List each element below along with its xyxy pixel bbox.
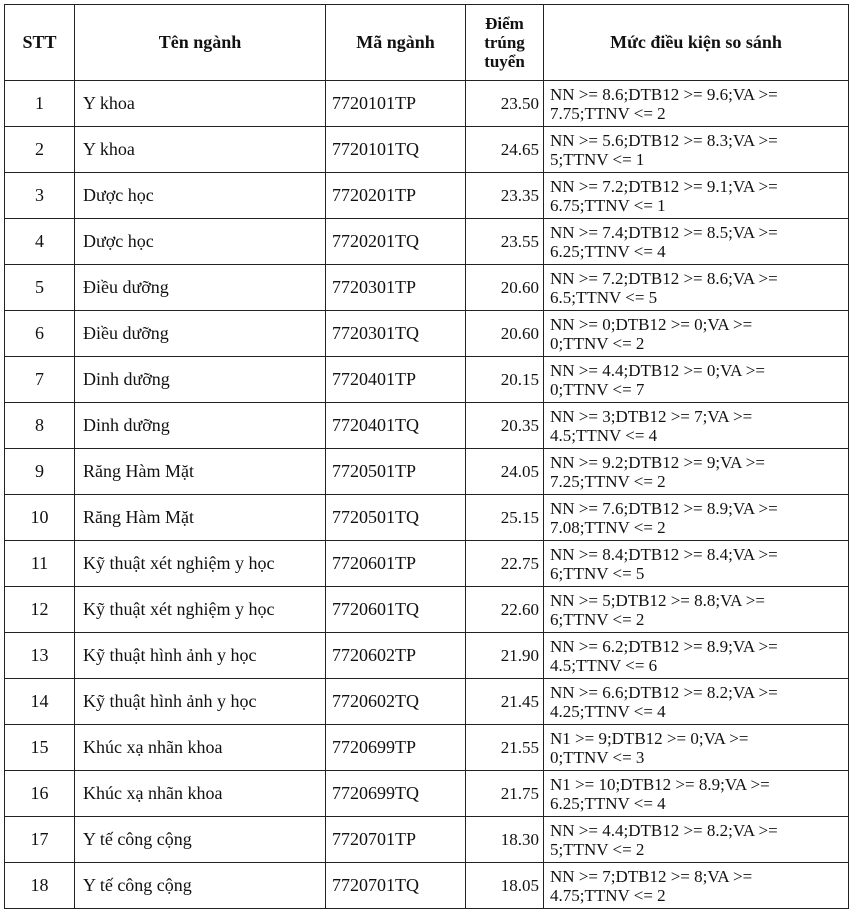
cell-score: 21.90 <box>466 633 544 679</box>
cell-stt: 18 <box>5 863 75 909</box>
admission-scores-table <box>4 4 849 909</box>
condition-line: 0;TTNV <= 2 <box>550 333 645 353</box>
cell-score: 24.65 <box>466 127 544 173</box>
table-row <box>5 817 849 863</box>
table-row <box>5 219 849 265</box>
condition-line: N1 >= 10;DTB12 >= 8.9;VA >= <box>550 774 770 794</box>
condition-line: NN >= 6.2;DTB12 >= 8.9;VA >= <box>550 636 778 656</box>
cell-score: 21.75 <box>466 771 544 817</box>
cell-name: Răng Hàm Mặt <box>75 449 326 495</box>
cell-score: 18.05 <box>466 863 544 909</box>
header-code: Mã ngành <box>326 5 466 81</box>
condition-line: NN >= 7.2;DTB12 >= 9.1;VA >= <box>550 176 778 196</box>
condition-line: 6.25;TTNV <= 4 <box>550 793 666 813</box>
condition-line: 6.75;TTNV <= 1 <box>550 195 666 215</box>
condition-line: NN >= 7.2;DTB12 >= 8.6;VA >= <box>550 268 778 288</box>
cell-condition <box>544 817 849 863</box>
cell-condition <box>544 173 849 219</box>
cell-name: Dược học <box>75 173 326 219</box>
header-row <box>5 5 849 81</box>
table-row <box>5 311 849 357</box>
table-row <box>5 357 849 403</box>
condition-line: 5;TTNV <= 2 <box>550 839 645 859</box>
cell-stt: 1 <box>5 81 75 127</box>
cell-stt: 2 <box>5 127 75 173</box>
condition-line: 6.25;TTNV <= 4 <box>550 241 666 261</box>
cell-name: Y khoa <box>75 81 326 127</box>
cell-code: 7720602TP <box>326 633 466 679</box>
table-body <box>5 81 849 909</box>
table-row <box>5 633 849 679</box>
cell-code: 7720301TQ <box>326 311 466 357</box>
header-name: Tên ngành <box>75 5 326 81</box>
cell-condition <box>544 449 849 495</box>
cell-stt: 4 <box>5 219 75 265</box>
cell-condition <box>544 403 849 449</box>
cell-score: 21.55 <box>466 725 544 771</box>
condition-line: NN >= 7;DTB12 >= 8;VA >= <box>550 866 753 886</box>
cell-name: Kỹ thuật xét nghiệm y học <box>75 541 326 587</box>
header-stt: STT <box>5 5 75 81</box>
condition-line: 6;TTNV <= 5 <box>550 563 645 583</box>
condition-line: N1 >= 9;DTB12 >= 0;VA >= <box>550 728 749 748</box>
cell-code: 7720101TQ <box>326 127 466 173</box>
cell-condition <box>544 587 849 633</box>
condition-line: NN >= 3;DTB12 >= 7;VA >= <box>550 406 753 426</box>
header-score-line: tuyển <box>484 52 525 71</box>
cell-stt: 10 <box>5 495 75 541</box>
condition-line: 7.75;TTNV <= 2 <box>550 103 666 123</box>
table-row <box>5 725 849 771</box>
condition-line: NN >= 6.6;DTB12 >= 8.2;VA >= <box>550 682 778 702</box>
cell-stt: 12 <box>5 587 75 633</box>
cell-condition <box>544 679 849 725</box>
cell-code: 7720699TP <box>326 725 466 771</box>
cell-score: 22.60 <box>466 587 544 633</box>
cell-name: Khúc xạ nhãn khoa <box>75 771 326 817</box>
cell-score: 25.15 <box>466 495 544 541</box>
condition-line: NN >= 9.2;DTB12 >= 9;VA >= <box>550 452 765 472</box>
condition-line: NN >= 5.6;DTB12 >= 8.3;VA >= <box>550 130 778 150</box>
cell-score: 20.60 <box>466 265 544 311</box>
cell-name: Răng Hàm Mặt <box>75 495 326 541</box>
header-condition: Mức điều kiện so sánh <box>544 5 849 81</box>
cell-score: 24.05 <box>466 449 544 495</box>
condition-line: 4.5;TTNV <= 4 <box>550 425 658 445</box>
condition-line: 0;TTNV <= 7 <box>550 379 645 399</box>
cell-stt: 13 <box>5 633 75 679</box>
header-score-line: Điểm <box>485 14 524 33</box>
cell-stt: 16 <box>5 771 75 817</box>
condition-line: NN >= 8.6;DTB12 >= 9.6;VA >= <box>550 84 778 104</box>
table-row <box>5 265 849 311</box>
cell-stt: 6 <box>5 311 75 357</box>
cell-name: Dinh dưỡng <box>75 357 326 403</box>
cell-name: Dinh dưỡng <box>75 403 326 449</box>
cell-stt: 17 <box>5 817 75 863</box>
cell-code: 7720201TQ <box>326 219 466 265</box>
cell-score: 20.35 <box>466 403 544 449</box>
cell-stt: 7 <box>5 357 75 403</box>
table-row <box>5 771 849 817</box>
cell-name: Kỹ thuật hình ảnh y học <box>75 679 326 725</box>
condition-line: 6;TTNV <= 2 <box>550 609 645 629</box>
cell-condition <box>544 265 849 311</box>
header-score-line: trúng <box>484 33 525 52</box>
condition-line: 4.75;TTNV <= 2 <box>550 885 666 905</box>
cell-score: 18.30 <box>466 817 544 863</box>
cell-name: Kỹ thuật hình ảnh y học <box>75 633 326 679</box>
table-row <box>5 403 849 449</box>
cell-code: 7720401TQ <box>326 403 466 449</box>
cell-stt: 3 <box>5 173 75 219</box>
cell-code: 7720301TP <box>326 265 466 311</box>
cell-code: 7720101TP <box>326 81 466 127</box>
condition-line: 4.25;TTNV <= 4 <box>550 701 666 721</box>
cell-condition <box>544 127 849 173</box>
condition-line: 4.5;TTNV <= 6 <box>550 655 658 675</box>
condition-line: NN >= 7.4;DTB12 >= 8.5;VA >= <box>550 222 778 242</box>
table-row <box>5 173 849 219</box>
cell-condition <box>544 863 849 909</box>
cell-stt: 8 <box>5 403 75 449</box>
cell-condition <box>544 311 849 357</box>
table-row <box>5 679 849 725</box>
cell-name: Điều dưỡng <box>75 311 326 357</box>
condition-line: NN >= 5;DTB12 >= 8.8;VA >= <box>550 590 765 610</box>
table-row <box>5 587 849 633</box>
condition-line: NN >= 4.4;DTB12 >= 8.2;VA >= <box>550 820 778 840</box>
cell-code: 7720701TP <box>326 817 466 863</box>
table-row <box>5 81 849 127</box>
cell-condition <box>544 541 849 587</box>
table-row <box>5 863 849 909</box>
table-row <box>5 449 849 495</box>
table-row <box>5 127 849 173</box>
cell-code: 7720201TP <box>326 173 466 219</box>
cell-condition <box>544 633 849 679</box>
cell-condition <box>544 495 849 541</box>
condition-line: 7.08;TTNV <= 2 <box>550 517 666 537</box>
cell-code: 7720401TP <box>326 357 466 403</box>
cell-name: Khúc xạ nhãn khoa <box>75 725 326 771</box>
condition-line: NN >= 7.6;DTB12 >= 8.9;VA >= <box>550 498 778 518</box>
cell-condition <box>544 771 849 817</box>
cell-name: Y tế công cộng <box>75 863 326 909</box>
cell-name: Kỹ thuật xét nghiệm y học <box>75 587 326 633</box>
cell-stt: 5 <box>5 265 75 311</box>
condition-line: 7.25;TTNV <= 2 <box>550 471 666 491</box>
header-score <box>466 5 544 81</box>
condition-line: NN >= 4.4;DTB12 >= 0;VA >= <box>550 360 765 380</box>
cell-condition <box>544 357 849 403</box>
cell-stt: 15 <box>5 725 75 771</box>
cell-name: Y tế công cộng <box>75 817 326 863</box>
cell-condition <box>544 81 849 127</box>
condition-line: 0;TTNV <= 3 <box>550 747 645 767</box>
cell-code: 7720601TQ <box>326 587 466 633</box>
cell-score: 21.45 <box>466 679 544 725</box>
cell-name: Dược học <box>75 219 326 265</box>
cell-score: 20.15 <box>466 357 544 403</box>
condition-line: NN >= 8.4;DTB12 >= 8.4;VA >= <box>550 544 778 564</box>
condition-line: 5;TTNV <= 1 <box>550 149 645 169</box>
table-row <box>5 495 849 541</box>
cell-code: 7720601TP <box>326 541 466 587</box>
cell-name: Y khoa <box>75 127 326 173</box>
cell-score: 20.60 <box>466 311 544 357</box>
cell-score: 23.50 <box>466 81 544 127</box>
cell-score: 22.75 <box>466 541 544 587</box>
cell-code: 7720699TQ <box>326 771 466 817</box>
cell-name: Điều dưỡng <box>75 265 326 311</box>
condition-line: NN >= 0;DTB12 >= 0;VA >= <box>550 314 753 334</box>
cell-stt: 14 <box>5 679 75 725</box>
cell-condition <box>544 725 849 771</box>
cell-code: 7720602TQ <box>326 679 466 725</box>
cell-stt: 9 <box>5 449 75 495</box>
cell-score: 23.55 <box>466 219 544 265</box>
cell-score: 23.35 <box>466 173 544 219</box>
condition-line: 6.5;TTNV <= 5 <box>550 287 658 307</box>
cell-code: 7720501TQ <box>326 495 466 541</box>
table-row <box>5 541 849 587</box>
cell-code: 7720501TP <box>326 449 466 495</box>
cell-condition <box>544 219 849 265</box>
cell-stt: 11 <box>5 541 75 587</box>
cell-code: 7720701TQ <box>326 863 466 909</box>
